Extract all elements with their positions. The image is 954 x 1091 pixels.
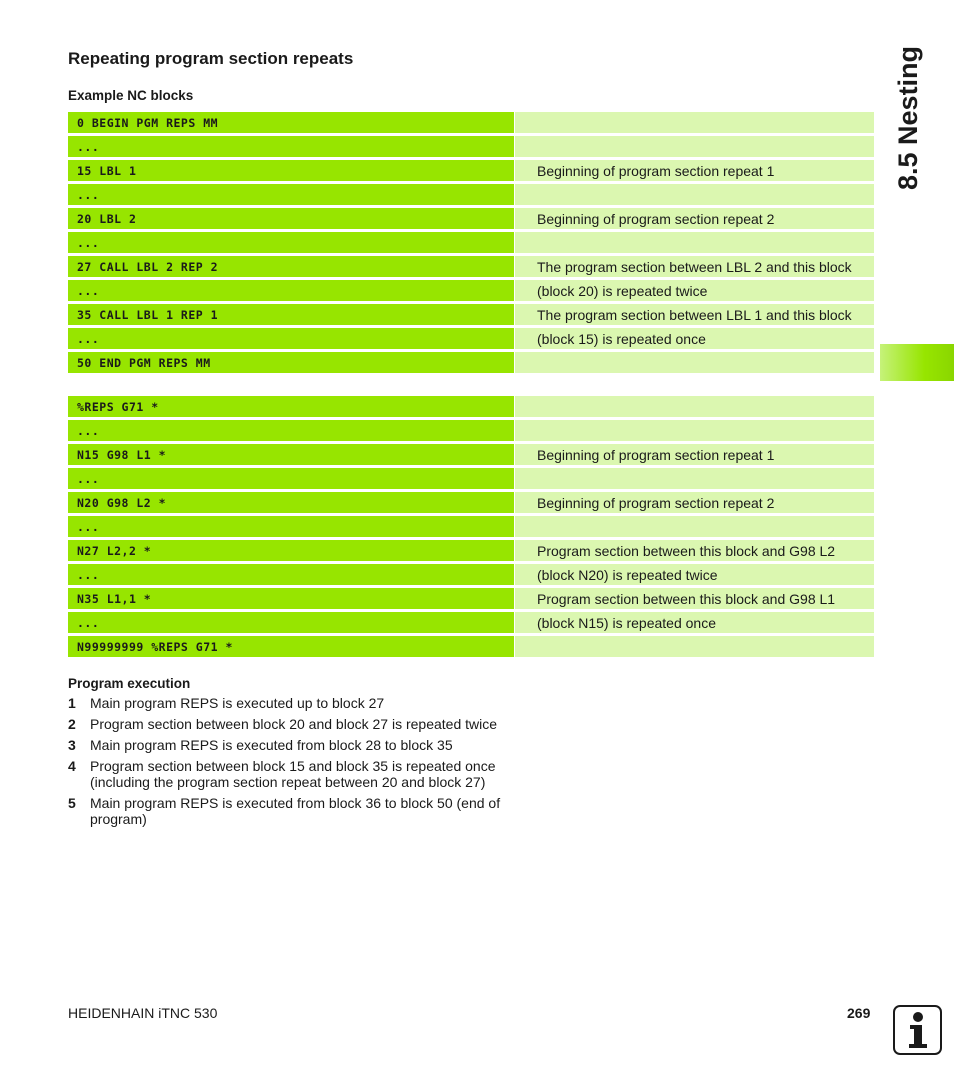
nc-block-comment: (block 15) is repeated once (515, 328, 874, 349)
nc-block-code: N15 G98 L1 * (68, 444, 514, 465)
nc-block-row (68, 112, 874, 133)
nc-block-row (68, 588, 874, 609)
nc-block-code: 15 LBL 1 (68, 160, 514, 181)
nc-block-row (68, 232, 874, 253)
step-number: 1 (68, 695, 76, 711)
footer-product: HEIDENHAIN iTNC 530 (68, 1005, 218, 1021)
nc-block-row (68, 492, 874, 513)
nc-block-row (68, 516, 874, 537)
step-text: Main program REPS is executed from block 28 to block 35 (90, 737, 453, 753)
execution-step (68, 695, 518, 711)
nc-block-row (68, 564, 874, 585)
nc-block-code: ... (68, 136, 514, 157)
nc-block-row (68, 256, 874, 277)
step-number: 2 (68, 716, 76, 732)
nc-block-row (68, 160, 874, 181)
execution-steps (68, 695, 518, 832)
nc-block-code: 0 BEGIN PGM REPS MM (68, 112, 514, 133)
nc-block-comment: (block 20) is repeated twice (515, 280, 874, 301)
nc-block-row (68, 612, 874, 633)
nc-block-code: ... (68, 280, 514, 301)
nc-block-code: ... (68, 468, 514, 489)
nc-table-heidenhain (68, 109, 874, 376)
nc-block-row (68, 636, 874, 657)
nc-block-row (68, 136, 874, 157)
nc-block-comment: (block N15) is repeated once (515, 612, 874, 633)
nc-block-comment (515, 636, 874, 657)
step-number: 3 (68, 737, 76, 753)
nc-block-row (68, 184, 874, 205)
execution-step (68, 716, 518, 732)
nc-block-code: N35 L1,1 * (68, 588, 514, 609)
nc-block-code: ... (68, 184, 514, 205)
nc-block-code: N27 L2,2 * (68, 540, 514, 561)
nc-block-comment (515, 232, 874, 253)
nc-block-comment: Beginning of program section repeat 1 (515, 160, 874, 181)
nc-block-comment (515, 112, 874, 133)
step-number: 4 (68, 758, 76, 774)
step-number: 5 (68, 795, 76, 811)
nc-block-comment (515, 516, 874, 537)
nc-block-row (68, 352, 874, 373)
nc-block-row (68, 420, 874, 441)
nc-block-code: N99999999 %REPS G71 * (68, 636, 514, 657)
nc-block-code: %REPS G71 * (68, 396, 514, 417)
nc-block-row (68, 468, 874, 489)
nc-block-comment (515, 184, 874, 205)
nc-block-comment: Program section between this block and G98 L2 (515, 540, 874, 561)
nc-block-code: ... (68, 328, 514, 349)
execution-step (68, 795, 518, 827)
chapter-side-title: 8.5 Nesting (893, 45, 923, 190)
step-text: Program section between block 15 and block 35 is repeated once (including the program section repeat between 20 and block 27) (90, 758, 496, 790)
nc-block-row (68, 328, 874, 349)
nc-block-comment (515, 352, 874, 373)
info-icon (893, 1005, 942, 1055)
example-heading: Example NC blocks (68, 88, 194, 103)
nc-block-comment: (block N20) is repeated twice (515, 564, 874, 585)
nc-block-code: ... (68, 612, 514, 633)
nc-block-code: 50 END PGM REPS MM (68, 352, 514, 373)
execution-heading: Program execution (68, 676, 191, 691)
page-number: 269 (847, 1005, 871, 1021)
nc-block-comment (515, 136, 874, 157)
nc-block-code: ... (68, 564, 514, 585)
nc-table-iso (68, 393, 874, 660)
step-text: Program section between block 20 and block 27 is repeated twice (90, 716, 498, 732)
nc-block-comment: Beginning of program section repeat 2 (515, 208, 874, 229)
nc-block-code: ... (68, 516, 514, 537)
nc-block-comment: The program section between LBL 1 and this block (515, 304, 874, 325)
section-title: Repeating program section repeats (68, 49, 354, 68)
execution-step (68, 737, 518, 753)
nc-block-comment: The program section between LBL 2 and this block (515, 256, 874, 277)
nc-block-row (68, 444, 874, 465)
nc-block-comment (515, 396, 874, 417)
nc-block-row (68, 304, 874, 325)
nc-block-code: ... (68, 420, 514, 441)
nc-block-row (68, 396, 874, 417)
nc-block-row (68, 540, 874, 561)
nc-block-row (68, 280, 874, 301)
nc-block-comment (515, 420, 874, 441)
nc-block-comment: Beginning of program section repeat 1 (515, 444, 874, 465)
step-text: Main program REPS is executed from block 36 to block 50 (end of program) (90, 795, 501, 827)
nc-block-code: 27 CALL LBL 2 REP 2 (68, 256, 514, 277)
nc-block-code: 35 CALL LBL 1 REP 1 (68, 304, 514, 325)
nc-block-code: N20 G98 L2 * (68, 492, 514, 513)
nc-block-row (68, 208, 874, 229)
nc-block-code: ... (68, 232, 514, 253)
execution-step (68, 758, 518, 790)
step-text: Main program REPS is executed up to block 27 (90, 695, 385, 711)
chapter-tab-marker (880, 344, 954, 381)
nc-block-comment: Program section between this block and G98 L1 (515, 588, 874, 609)
nc-block-comment (515, 468, 874, 489)
nc-block-code: 20 LBL 2 (68, 208, 514, 229)
nc-block-comment: Beginning of program section repeat 2 (515, 492, 874, 513)
